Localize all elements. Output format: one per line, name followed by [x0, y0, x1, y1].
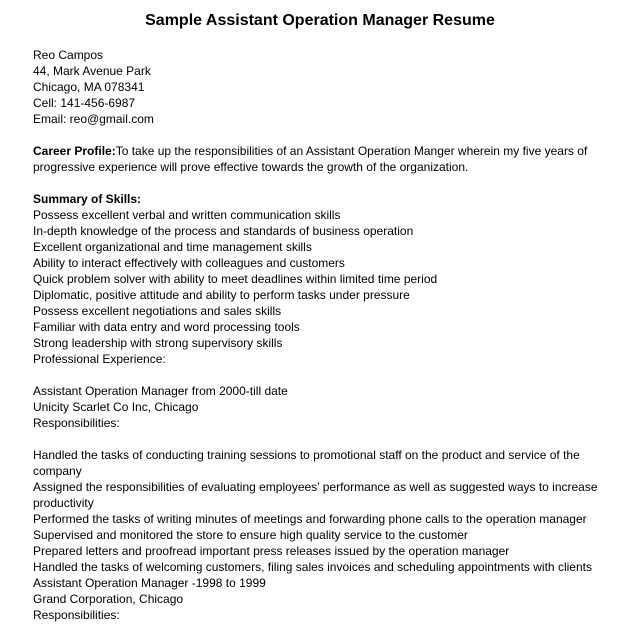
skill-item: Diplomatic, positive attitude and ability to perform tasks under pressure — [33, 288, 410, 302]
skill-item: Strong leadership with strong supervisory skills — [33, 336, 283, 350]
career-profile — [33, 143, 613, 175]
skill-item: In-depth knowledge of the process and standards of business operation — [33, 224, 414, 238]
document-title: Sample Assistant Operation Manager Resume — [145, 12, 495, 29]
experience-heading: Professional Experience: — [33, 352, 166, 366]
responsibility-item: Handled the tasks of welcoming customers, filing sales invoices and scheduling appointments with clients — [33, 560, 592, 574]
job-1-responsibilities — [33, 447, 613, 575]
responsibility-item: Handled the tasks of conducting training sessions to promotional staff on the product and service of the company — [33, 448, 580, 478]
skill-item: Excellent organizational and time management skills — [33, 240, 312, 254]
career-profile-label: Career Profile: — [33, 144, 116, 158]
contact-name: Reo Campos — [33, 48, 104, 62]
contact-address-line-2: Chicago, MA 078341 — [33, 80, 145, 94]
job-title: Assistant Operation Manager from 2000-till date — [33, 384, 288, 398]
contact-block — [33, 47, 613, 127]
responsibilities-label: Responsibilities: — [33, 416, 120, 430]
spacer — [33, 367, 613, 383]
career-profile-text: To take up the responsibilities of an Assistant Operation Manger wherein my five years of progressive experience will prove effective towards the growth of the organization. — [33, 144, 588, 174]
skill-item: Familiar with data entry and word processing tools — [33, 320, 300, 334]
job-company: Unicity Scarlet Co Inc, Chicago — [33, 400, 199, 414]
skill-item: Possess excellent negotiations and sales skills — [33, 304, 282, 318]
skill-item: Quick problem solver with ability to meet deadlines within limited time period — [33, 272, 438, 286]
responsibility-item: Assigned the responsibilities of evaluating employees’ performance as well as suggested ways to increase productivity — [33, 480, 598, 510]
skill-item: Possess excellent verbal and written communication skills — [33, 208, 341, 222]
job-entry-2 — [33, 575, 613, 623]
contact-address-line-1: 44, Mark Avenue Park — [33, 64, 151, 78]
job-company: Grand Corporation, Chicago — [33, 592, 184, 606]
resume-body — [33, 47, 613, 623]
job-title: Assistant Operation Manager -1998 to 1999 — [33, 576, 266, 590]
job-entry-1 — [33, 383, 613, 431]
responsibility-item: Supervised and monitored the store to ensure high quality service to the customer — [33, 528, 468, 542]
spacer — [33, 431, 613, 447]
skills-heading: Summary of Skills: — [33, 192, 142, 206]
contact-cell: Cell: 141-456-6987 — [33, 96, 136, 110]
responsibility-item: Performed the tasks of writing minutes of meetings and forwarding phone calls to the operation manager — [33, 512, 587, 526]
spacer — [33, 127, 613, 143]
contact-email: Email: reo@gmail.com — [33, 112, 154, 126]
spacer — [33, 175, 613, 191]
skills-section — [33, 191, 613, 367]
responsibilities-label: Responsibilities: — [33, 608, 120, 622]
skill-item: Ability to interact effectively with colleagues and customers — [33, 256, 345, 270]
responsibility-item: Prepared letters and proofread important press releases issued by the operation manager — [33, 544, 510, 558]
